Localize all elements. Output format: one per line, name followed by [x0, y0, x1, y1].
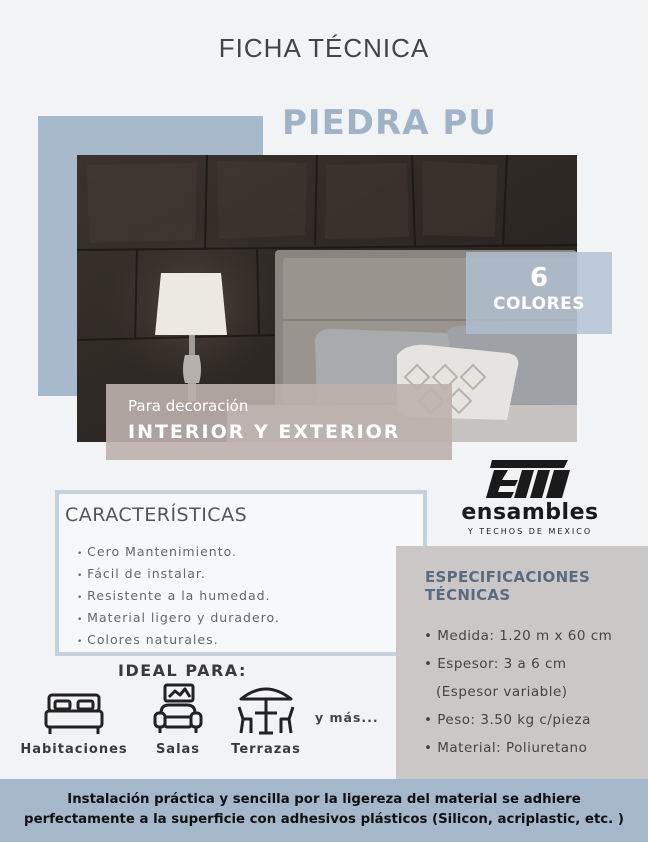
- room-label: Habitaciones: [20, 742, 128, 757]
- colors-count: 6: [529, 263, 549, 293]
- colors-label: COLORES: [492, 294, 586, 314]
- spec-item: • Material: Poliuretano: [424, 740, 588, 756]
- feature-item: • Colores naturales.: [77, 630, 280, 652]
- page-title: FICHA TÉCNICA: [218, 33, 430, 63]
- product-name: PIEDRA PU: [282, 103, 497, 143]
- room-bedroom: [16, 692, 132, 757]
- usage-prefix: Para decoración: [128, 397, 249, 415]
- brand-logo: [455, 458, 605, 536]
- and-more-text: y más...: [315, 710, 379, 725]
- footer-line-2: perfectamente a la superficie con adhesivos plásticos (Silicon, acriplastic, etc. ): [24, 812, 624, 827]
- spec-item: • Peso: 3.50 kg c/pieza: [424, 712, 591, 728]
- patio-table-icon: [235, 683, 297, 736]
- feature-item: • Material ligero y duradero.: [77, 608, 280, 630]
- features-title: CARACTERÍSTICAS: [65, 504, 248, 526]
- usage-badge: [106, 384, 452, 460]
- room-terrace: [226, 683, 306, 757]
- room-label: Salas: [155, 742, 201, 757]
- features-box: [55, 490, 427, 656]
- colors-badge: [466, 252, 612, 334]
- footer-line-1: Instalación práctica y sencilla por la ligereza del material se adhiere: [67, 792, 581, 807]
- feature-item: • Cero Mantenimiento.: [77, 542, 280, 564]
- brand-tagline: Y TECHOS DE MEXICO: [467, 527, 593, 536]
- sofa-icon: [151, 683, 205, 736]
- feature-item: • Resistente a la humedad.: [77, 586, 280, 608]
- features-list: [77, 542, 280, 652]
- spec-item: • Espesor: 3 a 6 cm: [424, 656, 567, 672]
- bed-icon: [43, 692, 105, 736]
- brand-mark-icon: [484, 458, 576, 500]
- spec-item: • Medida: 1.20 m x 60 cm: [424, 628, 613, 644]
- spec-note: (Espesor variable): [436, 684, 568, 700]
- usage-main: INTERIOR Y EXTERIOR: [128, 421, 401, 443]
- room-living: [146, 683, 210, 757]
- ideal-for-title: IDEAL PARA:: [118, 661, 247, 680]
- specs-box: [396, 546, 648, 779]
- room-label: Terrazas: [231, 742, 301, 757]
- footer-banner: [0, 779, 648, 842]
- specs-title: ESPECIFICACIONES TÉCNICAS: [425, 568, 591, 604]
- feature-item: • Fácil de instalar.: [77, 564, 280, 586]
- brand-name: ensambles: [461, 500, 599, 525]
